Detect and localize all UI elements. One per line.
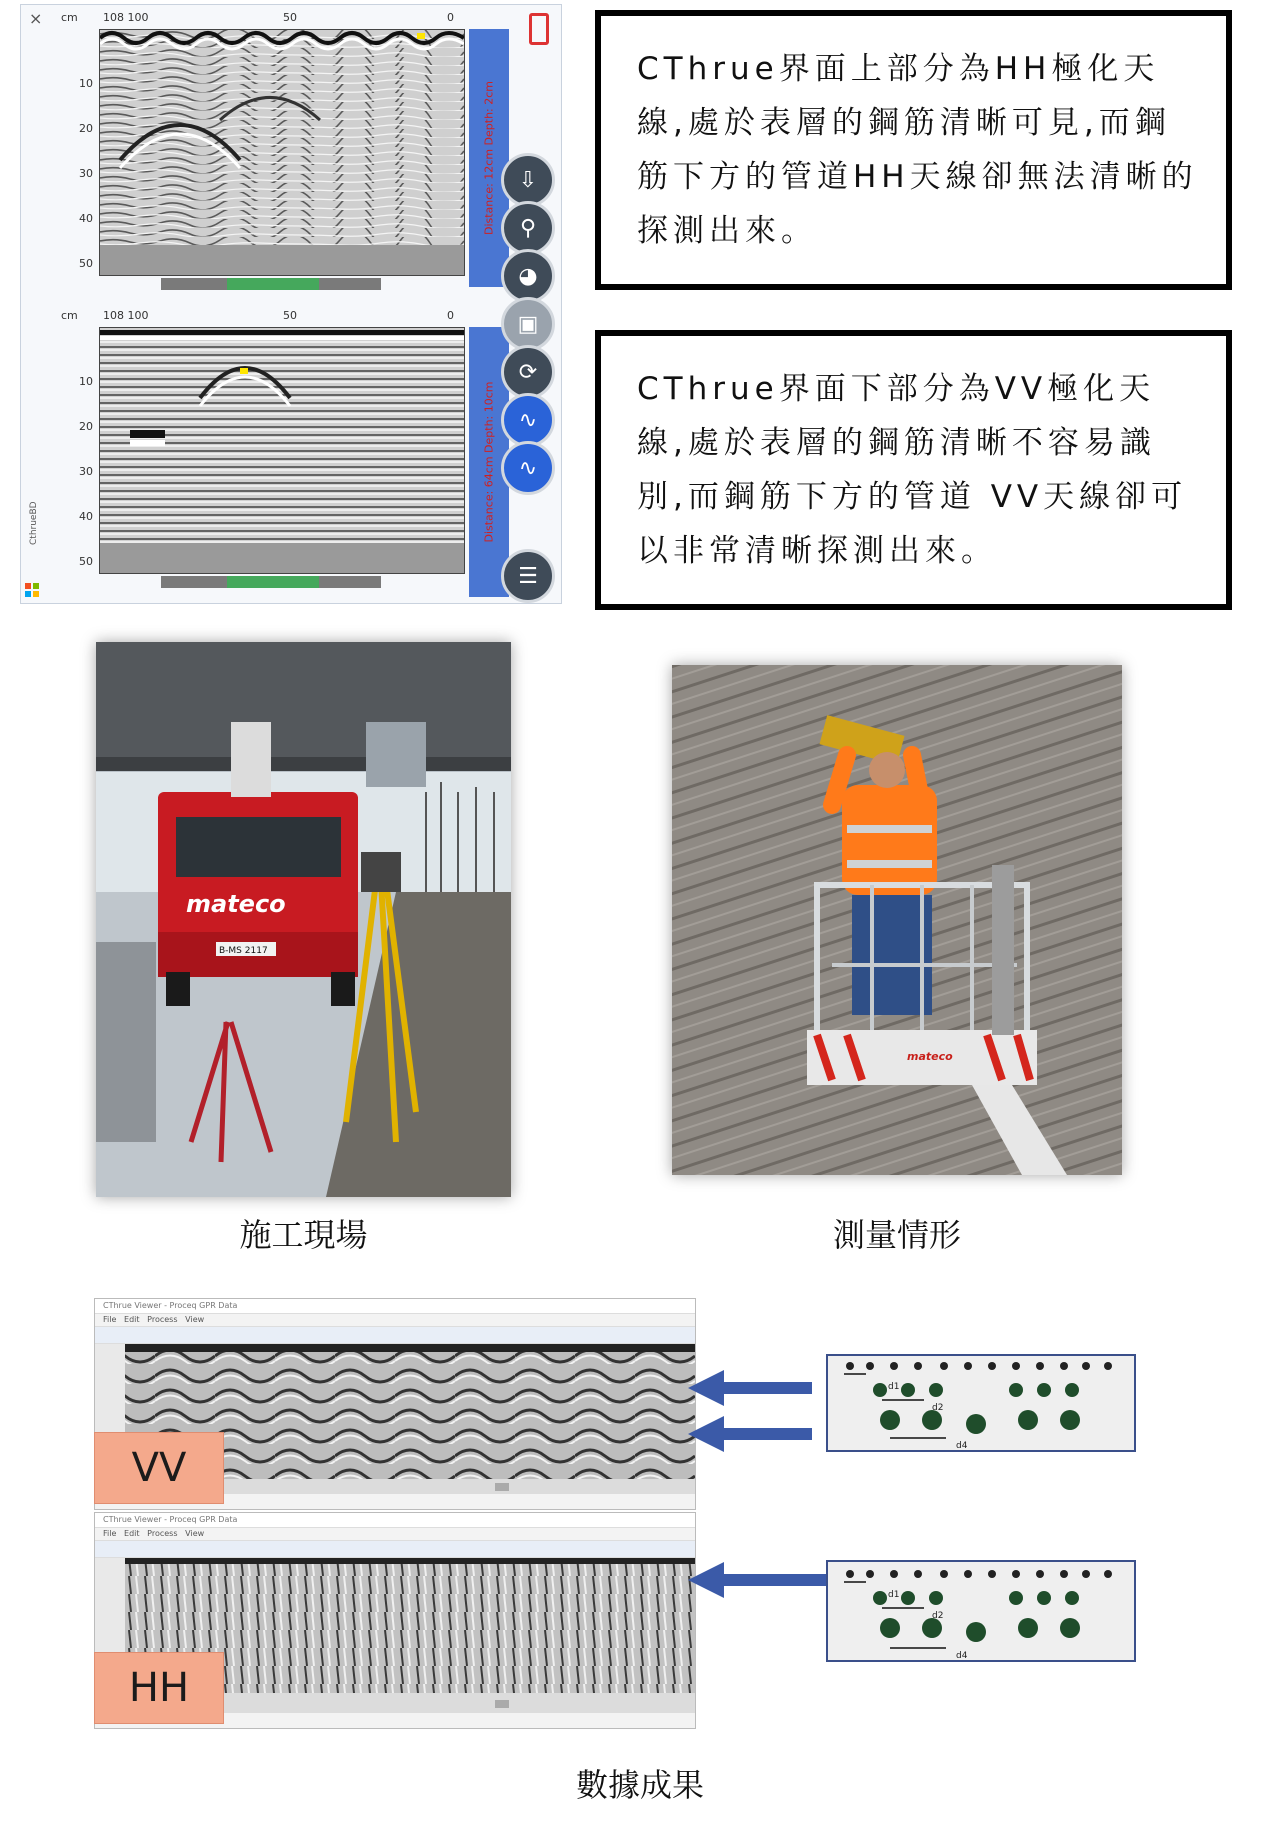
vv-radargram[interactable] <box>99 327 465 574</box>
menu-file[interactable]: File <box>103 1529 117 1538</box>
hh-tag: HH <box>94 1652 224 1724</box>
measure-caption: 測量情形 <box>832 1216 961 1254</box>
scale-tick: 50 <box>283 11 297 24</box>
scale-tick: 0 <box>447 309 454 322</box>
hh-note-text: CThrue界面上部分為HH極化天線,處於表層的鋼筋清晰可見,而鋼筋下方的管道HH天線卻無法清晰的探測出來。 <box>637 51 1198 249</box>
image-audio-icon[interactable]: ▣ <box>501 297 555 351</box>
window-title: CThrue Viewer - Proceq GPR Data <box>95 1513 695 1528</box>
scale-tick: 50 <box>283 309 297 322</box>
palette-icon[interactable]: ◕ <box>501 249 555 303</box>
hh-radargram[interactable] <box>99 29 465 276</box>
depth-tick: 30 <box>79 167 93 180</box>
bottom-depth-axis <box>61 327 93 577</box>
signal-wave-icon[interactable]: ∿ <box>501 441 555 495</box>
scale-tick: 108 100 <box>103 309 149 322</box>
scrollbar-thumb[interactable] <box>227 576 319 588</box>
arrow-pointers <box>688 1362 814 1552</box>
bookmark-icon[interactable] <box>529 13 549 45</box>
depth-tick: 40 <box>79 510 93 523</box>
diagram-label: d1 <box>888 1382 900 1392</box>
vv-section-diagram <box>826 1354 1136 1452</box>
menu-bar <box>95 1528 695 1540</box>
toolbar <box>95 1540 695 1558</box>
diagram-label: d2 <box>932 1403 944 1413</box>
top-info-label: Distance: 12cm Depth: 2cm <box>482 80 496 236</box>
vv-note-box <box>595 330 1232 610</box>
bottom-info-label: Distance: 64cm Depth: 10cm <box>482 381 496 543</box>
depth-tick: 10 <box>79 77 93 90</box>
scale-unit: cm <box>61 11 78 24</box>
menu-edit[interactable]: Edit <box>124 1315 140 1324</box>
arrow-pointer-hh <box>688 1562 828 1602</box>
scale-tick: 0 <box>447 11 454 24</box>
cthrue-software-panel <box>20 4 562 604</box>
menu-icon[interactable]: ☰ <box>501 549 555 603</box>
menu-process[interactable]: Process <box>147 1529 178 1538</box>
toolbar <box>95 1326 695 1344</box>
top-scrollbar[interactable] <box>161 278 381 290</box>
truck-plate-text: B-MS 2117 <box>219 946 268 956</box>
depth-tick: 40 <box>79 212 93 225</box>
download-icon[interactable]: ⇩ <box>501 153 555 207</box>
diagram-label: d2 <box>932 1611 944 1621</box>
measure-photo <box>672 665 1122 1175</box>
app-icon <box>25 583 39 597</box>
vv-note-text: CThrue界面下部分為VV極化天線,處於表層的鋼筋清晰不容易識別,而鋼筋下方的管道 VV天線卻可以非常清晰探測出來。 <box>637 371 1188 569</box>
window-title: CThrue Viewer - Proceq GPR Data <box>95 1299 695 1314</box>
menu-edit[interactable]: Edit <box>124 1529 140 1538</box>
site-caption: 施工現場 <box>239 1216 368 1254</box>
menu-view[interactable]: View <box>185 1315 205 1324</box>
menu-process[interactable]: Process <box>147 1315 178 1324</box>
truck-brand-text: mateco <box>186 890 286 918</box>
top-depth-axis <box>61 29 93 279</box>
satellite-icon[interactable]: ⚲ <box>501 201 555 255</box>
top-distance-scale <box>61 11 481 25</box>
results-caption: 數據成果 <box>575 1766 704 1804</box>
bottom-scrollbar[interactable] <box>161 576 381 588</box>
close-icon[interactable]: × <box>29 9 43 28</box>
depth-tick: 20 <box>79 420 93 433</box>
menu-bar <box>95 1314 695 1326</box>
scale-unit: cm <box>61 309 78 322</box>
rotate-icon[interactable]: ⟳ <box>501 345 555 399</box>
menu-view[interactable]: View <box>185 1529 205 1538</box>
depth-tick: 50 <box>79 555 93 568</box>
site-photo <box>96 642 511 1197</box>
hh-note-box <box>595 10 1232 290</box>
depth-tick: 30 <box>79 465 93 478</box>
scale-tick: 108 100 <box>103 11 149 24</box>
menu-file[interactable]: File <box>103 1315 117 1324</box>
basket-brand-text: mateco <box>907 1050 953 1063</box>
scrollbar-thumb[interactable] <box>227 278 319 290</box>
depth-tick: 10 <box>79 375 93 388</box>
signal-wave-icon[interactable]: ∿ <box>501 393 555 447</box>
depth-tick: 50 <box>79 257 93 270</box>
diagram-label: d4 <box>956 1441 968 1451</box>
hh-section-diagram <box>826 1560 1136 1662</box>
depth-tick: 20 <box>79 122 93 135</box>
bottom-distance-scale <box>61 309 481 323</box>
top-info-bar <box>469 29 509 287</box>
app-label: CthrueBD <box>29 501 39 545</box>
vv-tag: VV <box>94 1432 224 1504</box>
diagram-label: d1 <box>888 1590 900 1600</box>
diagram-label: d4 <box>956 1651 968 1661</box>
